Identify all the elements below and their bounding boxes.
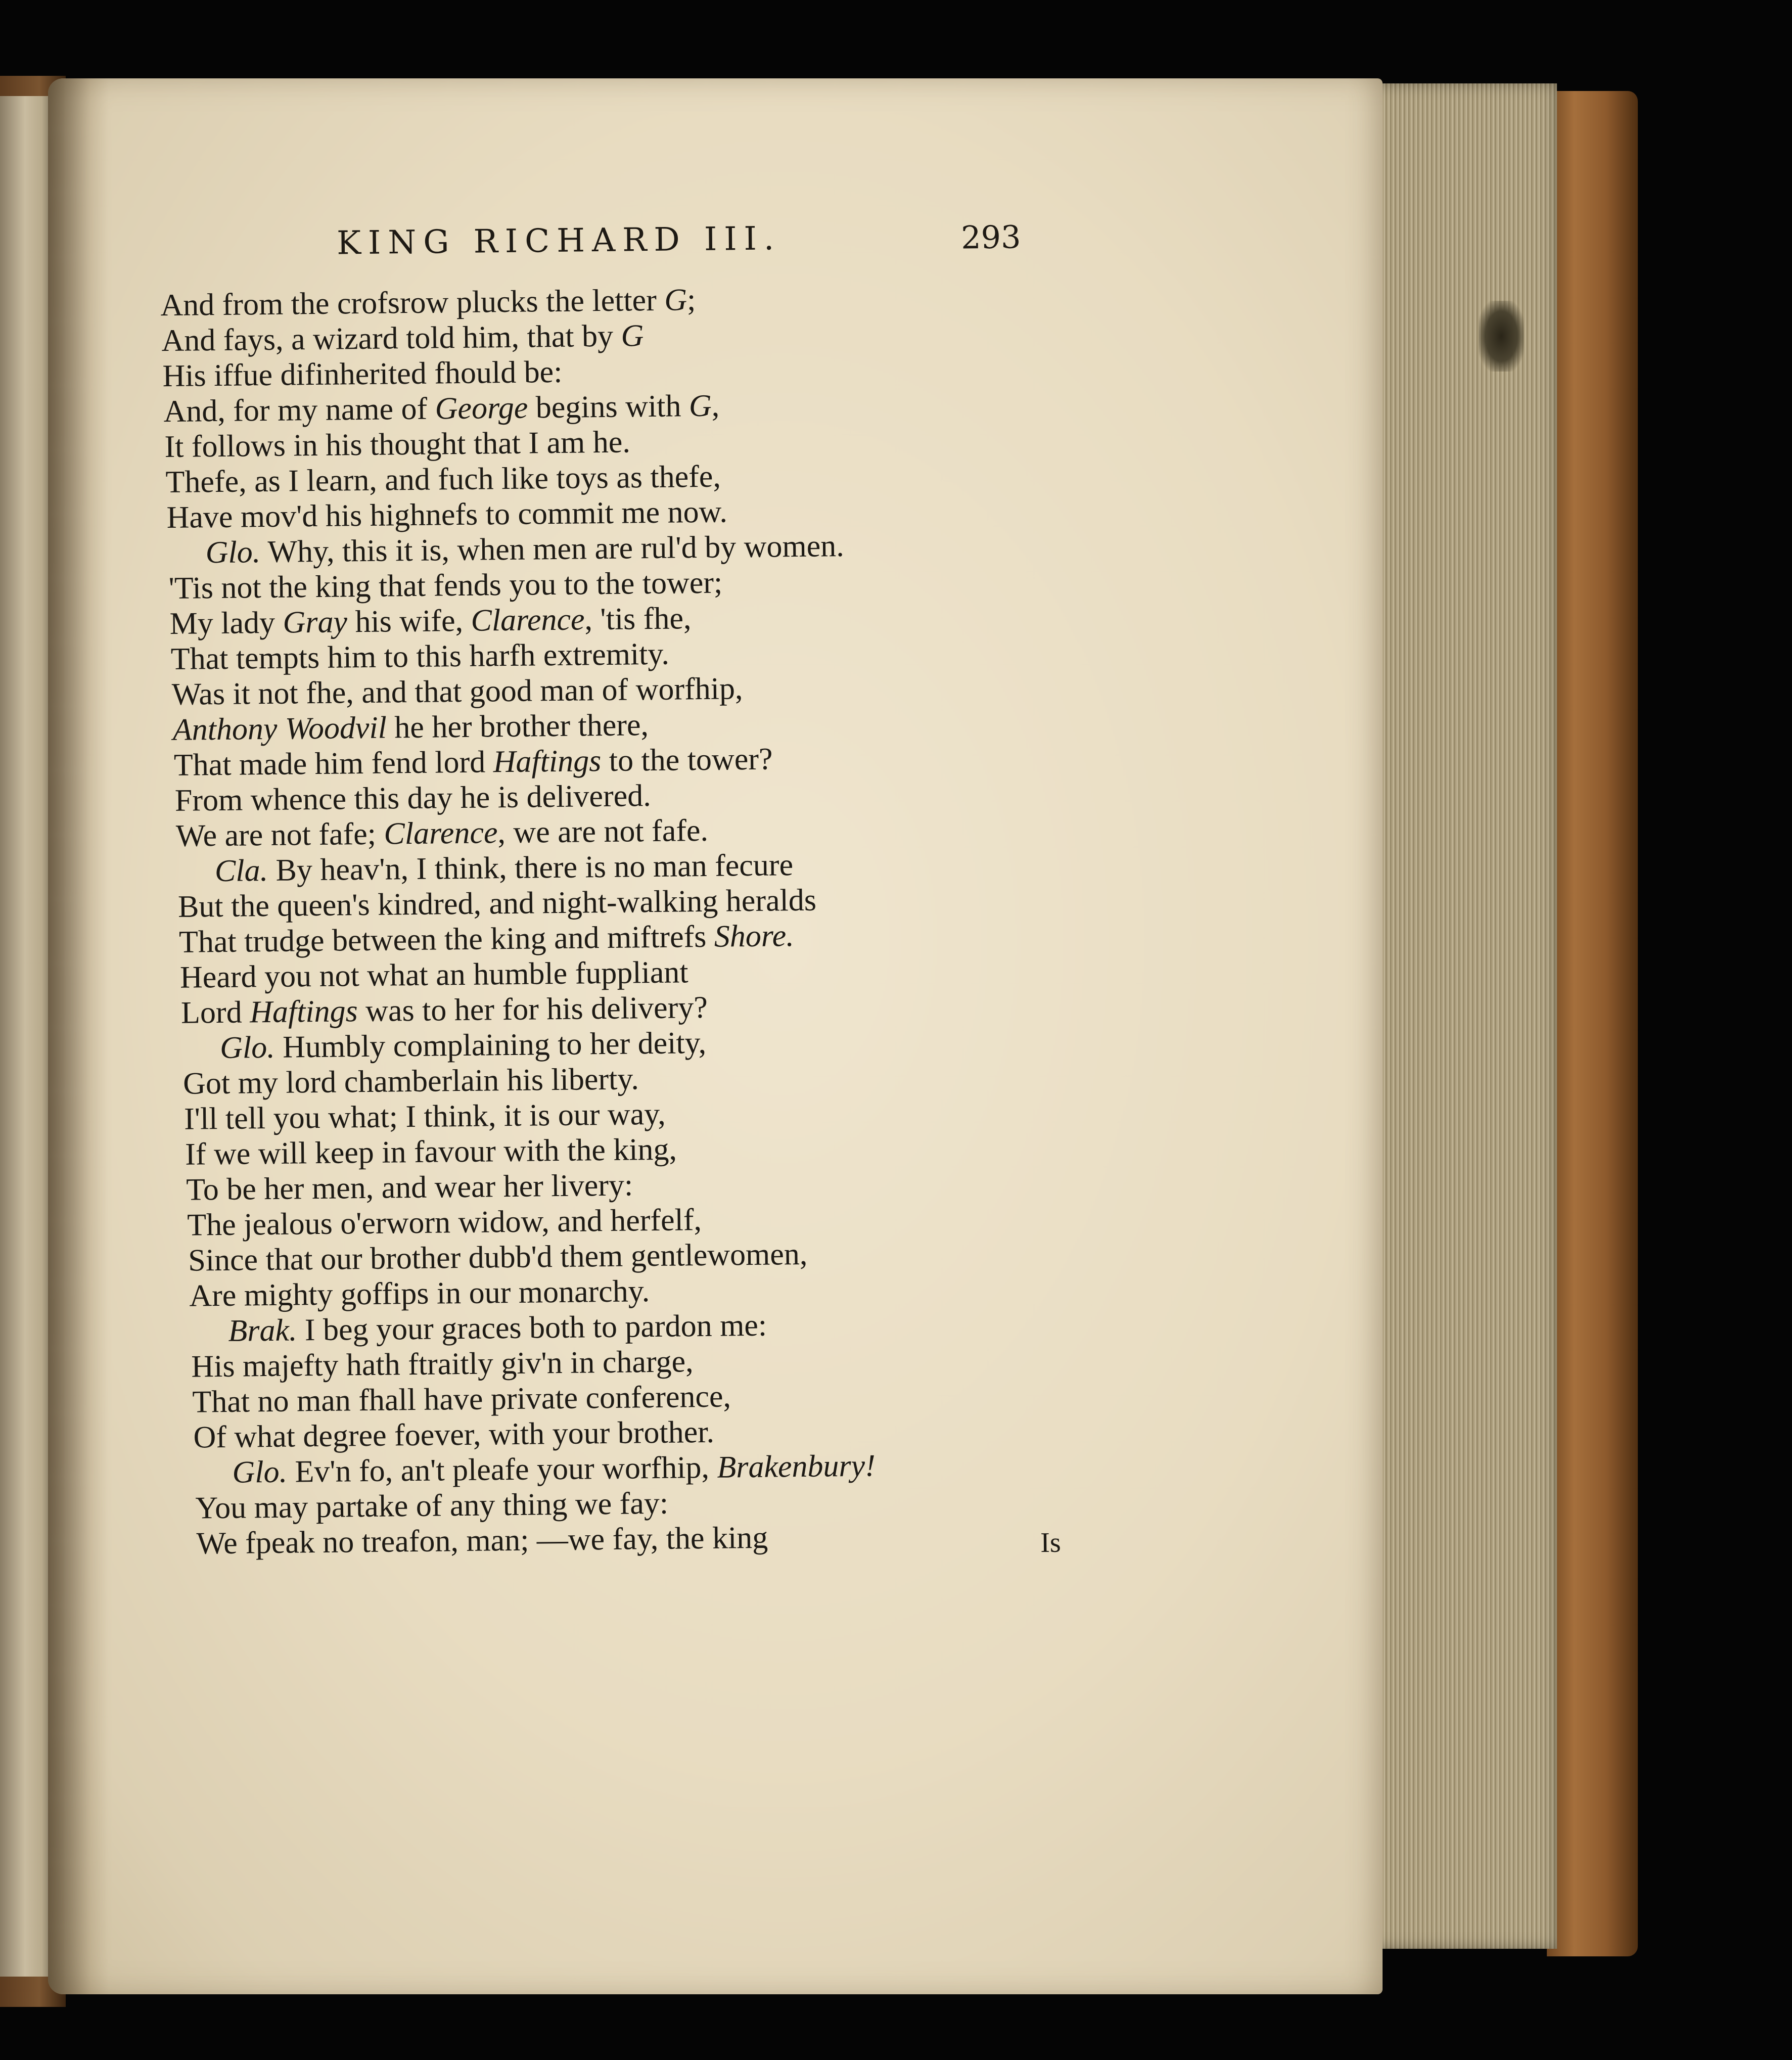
roman-text: That made him fend lord [173,745,494,783]
roman-text: Lord [180,995,250,1030]
verse-line [220,1027,707,1064]
roman-text: to the tower? [601,742,773,779]
italic-text: Brak. [228,1313,297,1348]
verse-line [180,956,688,993]
verse-line [160,284,696,321]
italic-text: Clarence [384,815,498,851]
roman-text: he her brother there, [386,708,649,745]
verse-line [165,461,721,498]
roman-text: We are not fafe; [175,816,384,853]
roman-text: And, for my name of [163,391,436,429]
roman-text: , we are not fafe. [497,813,709,850]
verse-line [186,1169,633,1205]
verse-line [193,1416,714,1453]
italic-text: G [664,283,687,317]
verse-line [175,780,651,816]
verse-line [166,496,727,533]
roman-text: You may partake of any thing we fay: [195,1486,669,1526]
verse-line [196,1522,768,1560]
roman-text: The jealous o'erworn widow, and herfelf, [187,1203,702,1243]
italic-text: G [621,318,644,353]
verse-line [189,1275,650,1312]
italic-text: Glo. [205,535,261,570]
verse-line [178,885,817,923]
italic-text: Shore. [714,919,794,954]
roman-text: And from the crofsrow plucks the letter [160,283,665,323]
roman-text: Why, this it is, when men are rul'd by women. [260,528,844,570]
italic-text: Clarence [471,602,585,638]
roman-text: Thefe, as I learn, and fuch like toys as thefe, [165,459,721,500]
roman-text: Have mov'd his highnefs to commit me now. [166,494,728,535]
italic-text: Glo. [232,1454,288,1490]
roman-text: That no man fhall have private conference, [192,1379,731,1420]
roman-text: But the queen's kindred, and night-walking heralds [177,883,817,924]
roman-text: We fpeak no treafon, man; —we fay, the king [196,1520,768,1561]
roman-text: If we will keep in favour with the king, [185,1132,677,1172]
roman-text: Humbly complaining to her deity, [274,1025,707,1065]
verse-line [184,1098,666,1135]
roman-text: Since that our brother dubb'd them gentlewomen, [188,1237,808,1278]
verse-line [183,1063,639,1099]
verse-line [192,1379,731,1420]
italic-text: Haftings [493,744,602,780]
verse-line [163,390,719,428]
running-head: KING RICHARD III. [336,220,782,262]
roman-text: , 'tis fhe, [584,601,692,637]
roman-text: By heav'n, I think, there is no man fecure [267,848,794,888]
roman-text: his wife, [347,603,471,639]
verse-line [171,673,743,710]
italic-text: G [688,388,712,424]
verse-line [191,1346,694,1382]
verse-line [168,567,722,604]
italic-text: George [435,390,528,426]
roman-text: That tempts him to this harfh extremity. [170,636,670,676]
roman-text: From whence this day he is delivered. [174,779,652,818]
verse-line [228,1310,767,1347]
catchword: Is [1040,1527,1061,1559]
roman-text: I'll tell you what; I think, it is our way, [183,1096,666,1136]
verse-line [215,849,794,887]
verse-line [172,709,649,746]
roman-text: I beg your graces both to pardon me: [297,1308,767,1348]
italic-text: Anthony Woodvil [172,710,387,747]
verse-line [161,320,644,356]
roman-text: Ev'n fo, an't pleafe your worfhip, [287,1450,717,1489]
roman-text: To be her men, and wear her livery: [186,1168,633,1207]
verse-line [188,1239,808,1276]
verse-line [185,1134,677,1170]
verse-line [179,920,794,958]
roman-text: And fays, a wizard told him, that by [161,318,621,358]
verse-line [170,638,669,675]
roman-text: , [711,388,720,423]
italic-text: Cla. [214,853,268,889]
roman-text: Are mighty goffips in our monarchy. [189,1274,650,1313]
verse-line [181,992,708,1029]
italic-text: Glo. [219,1030,275,1065]
roman-text: begins with [527,389,690,425]
roman-text: Got my lord chamberlain his liberty. [182,1062,639,1101]
verse-line [176,815,709,852]
roman-text: That trudge between the king and miftrefs [178,919,715,959]
roman-text: ; [686,283,696,317]
italic-text: Haftings [249,994,358,1030]
italic-text: Brakenbury! [717,1448,876,1485]
italic-text: Gray [283,605,348,640]
verse-line [169,603,691,639]
roman-text: My lady [169,605,283,641]
roman-text: Of what degree foever, with your brother. [193,1414,715,1455]
verse-line [232,1450,876,1488]
roman-text: It follows in his thought that I am he. [164,425,631,465]
roman-text: His majefty hath ftraitly giv'n in charge, [191,1344,694,1384]
verse-line [195,1488,668,1524]
verse-line [164,426,630,463]
verse-line [162,356,563,392]
roman-text: 'Tis not the king that fends you to the tower; [168,565,723,606]
roman-text: was to her for his delivery? [357,990,708,1029]
roman-text: His iffue difinherited fhould be: [162,354,563,394]
verse-line [205,530,844,568]
roman-text: Heard you not what an humble fuppliant [179,955,688,995]
verse-line [174,743,773,781]
verse-line [187,1204,702,1241]
page-number: 293 [960,218,1021,256]
roman-text: Was it not fhe, and that good man of worfhip, [171,671,743,712]
